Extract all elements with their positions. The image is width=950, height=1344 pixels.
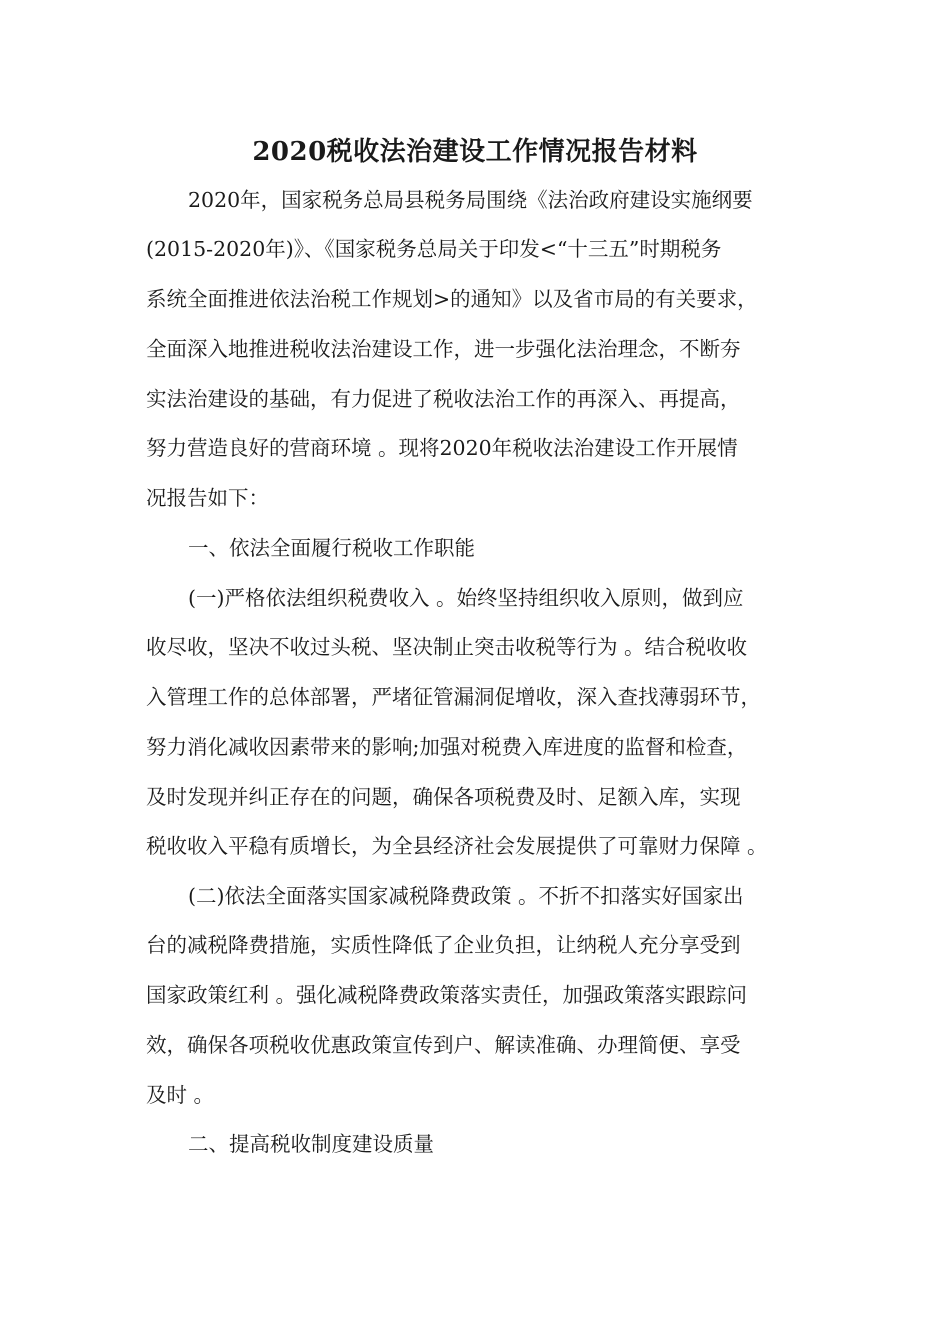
paragraph-line: 努力营造良好的营商环境 。现将2020年税收法治建设工作开展情 [146, 436, 738, 460]
paragraph-line: (二)依法全面落实国家减税降费政策 。不折不扣落实好国家出 [188, 884, 744, 908]
paragraph-line: 收尽收，坚决不收过头税、坚决制止突击收税等行为 。结合税收收 [146, 635, 748, 659]
paragraph-line: 效，确保各项税收优惠政策宣传到户、解读准确、办理简便、享受 [146, 1033, 741, 1057]
paragraph-line: 2020年，国家税务总局县税务局围绕《法治政府建设实施纲要 [188, 188, 753, 212]
paragraph-line: 全面深入地推进税收法治建设工作，进一步强化法治理念，不断夯 [146, 337, 741, 361]
section-heading: 二、提高税收制度建设质量 [188, 1132, 434, 1156]
paragraph-line: 台的减税降费措施，实质性降低了企业负担，让纳税人充分享受到 [146, 933, 741, 957]
paragraph-line: 及时发现并纠正存在的问题，确保各项税费及时、足额入库，实现 [146, 785, 741, 809]
document-title: 2020税收法治建设工作情况报告材料 [252, 137, 698, 167]
paragraph-line: 实法治建设的基础，有力促进了税收法治工作的再深入、再提高， [146, 387, 741, 411]
paragraph-line: 努力消化减收因素带来的影响;加强对税费入库进度的监督和检查， [146, 735, 748, 759]
paragraph-line: 及时 。 [146, 1083, 215, 1107]
paragraph-line: 系统全面推进依法治税工作规划>的通知》以及省市局的有关要求， [146, 287, 758, 311]
paragraph-line: 入管理工作的总体部署，严堵征管漏洞促增收，深入查找薄弱环节， [146, 685, 761, 709]
section-heading: 一、依法全面履行税收工作职能 [188, 536, 475, 560]
paragraph-line: 况报告如下： [146, 486, 269, 510]
paragraph-line: 税收收入平稳有质增长，为全县经济社会发展提供了可靠财力保障 。 [146, 834, 768, 858]
paragraph-line: (2015-2020年)》、《国家税务总局关于印发<“十三五”时期税务 [146, 237, 722, 261]
paragraph-line: (一)严格依法组织税费收入 。始终坚持组织收入原则，做到应 [188, 586, 744, 610]
paragraph-line: 国家政策红利 。强化减税降费政策落实责任，加强政策落实跟踪问 [146, 983, 748, 1007]
